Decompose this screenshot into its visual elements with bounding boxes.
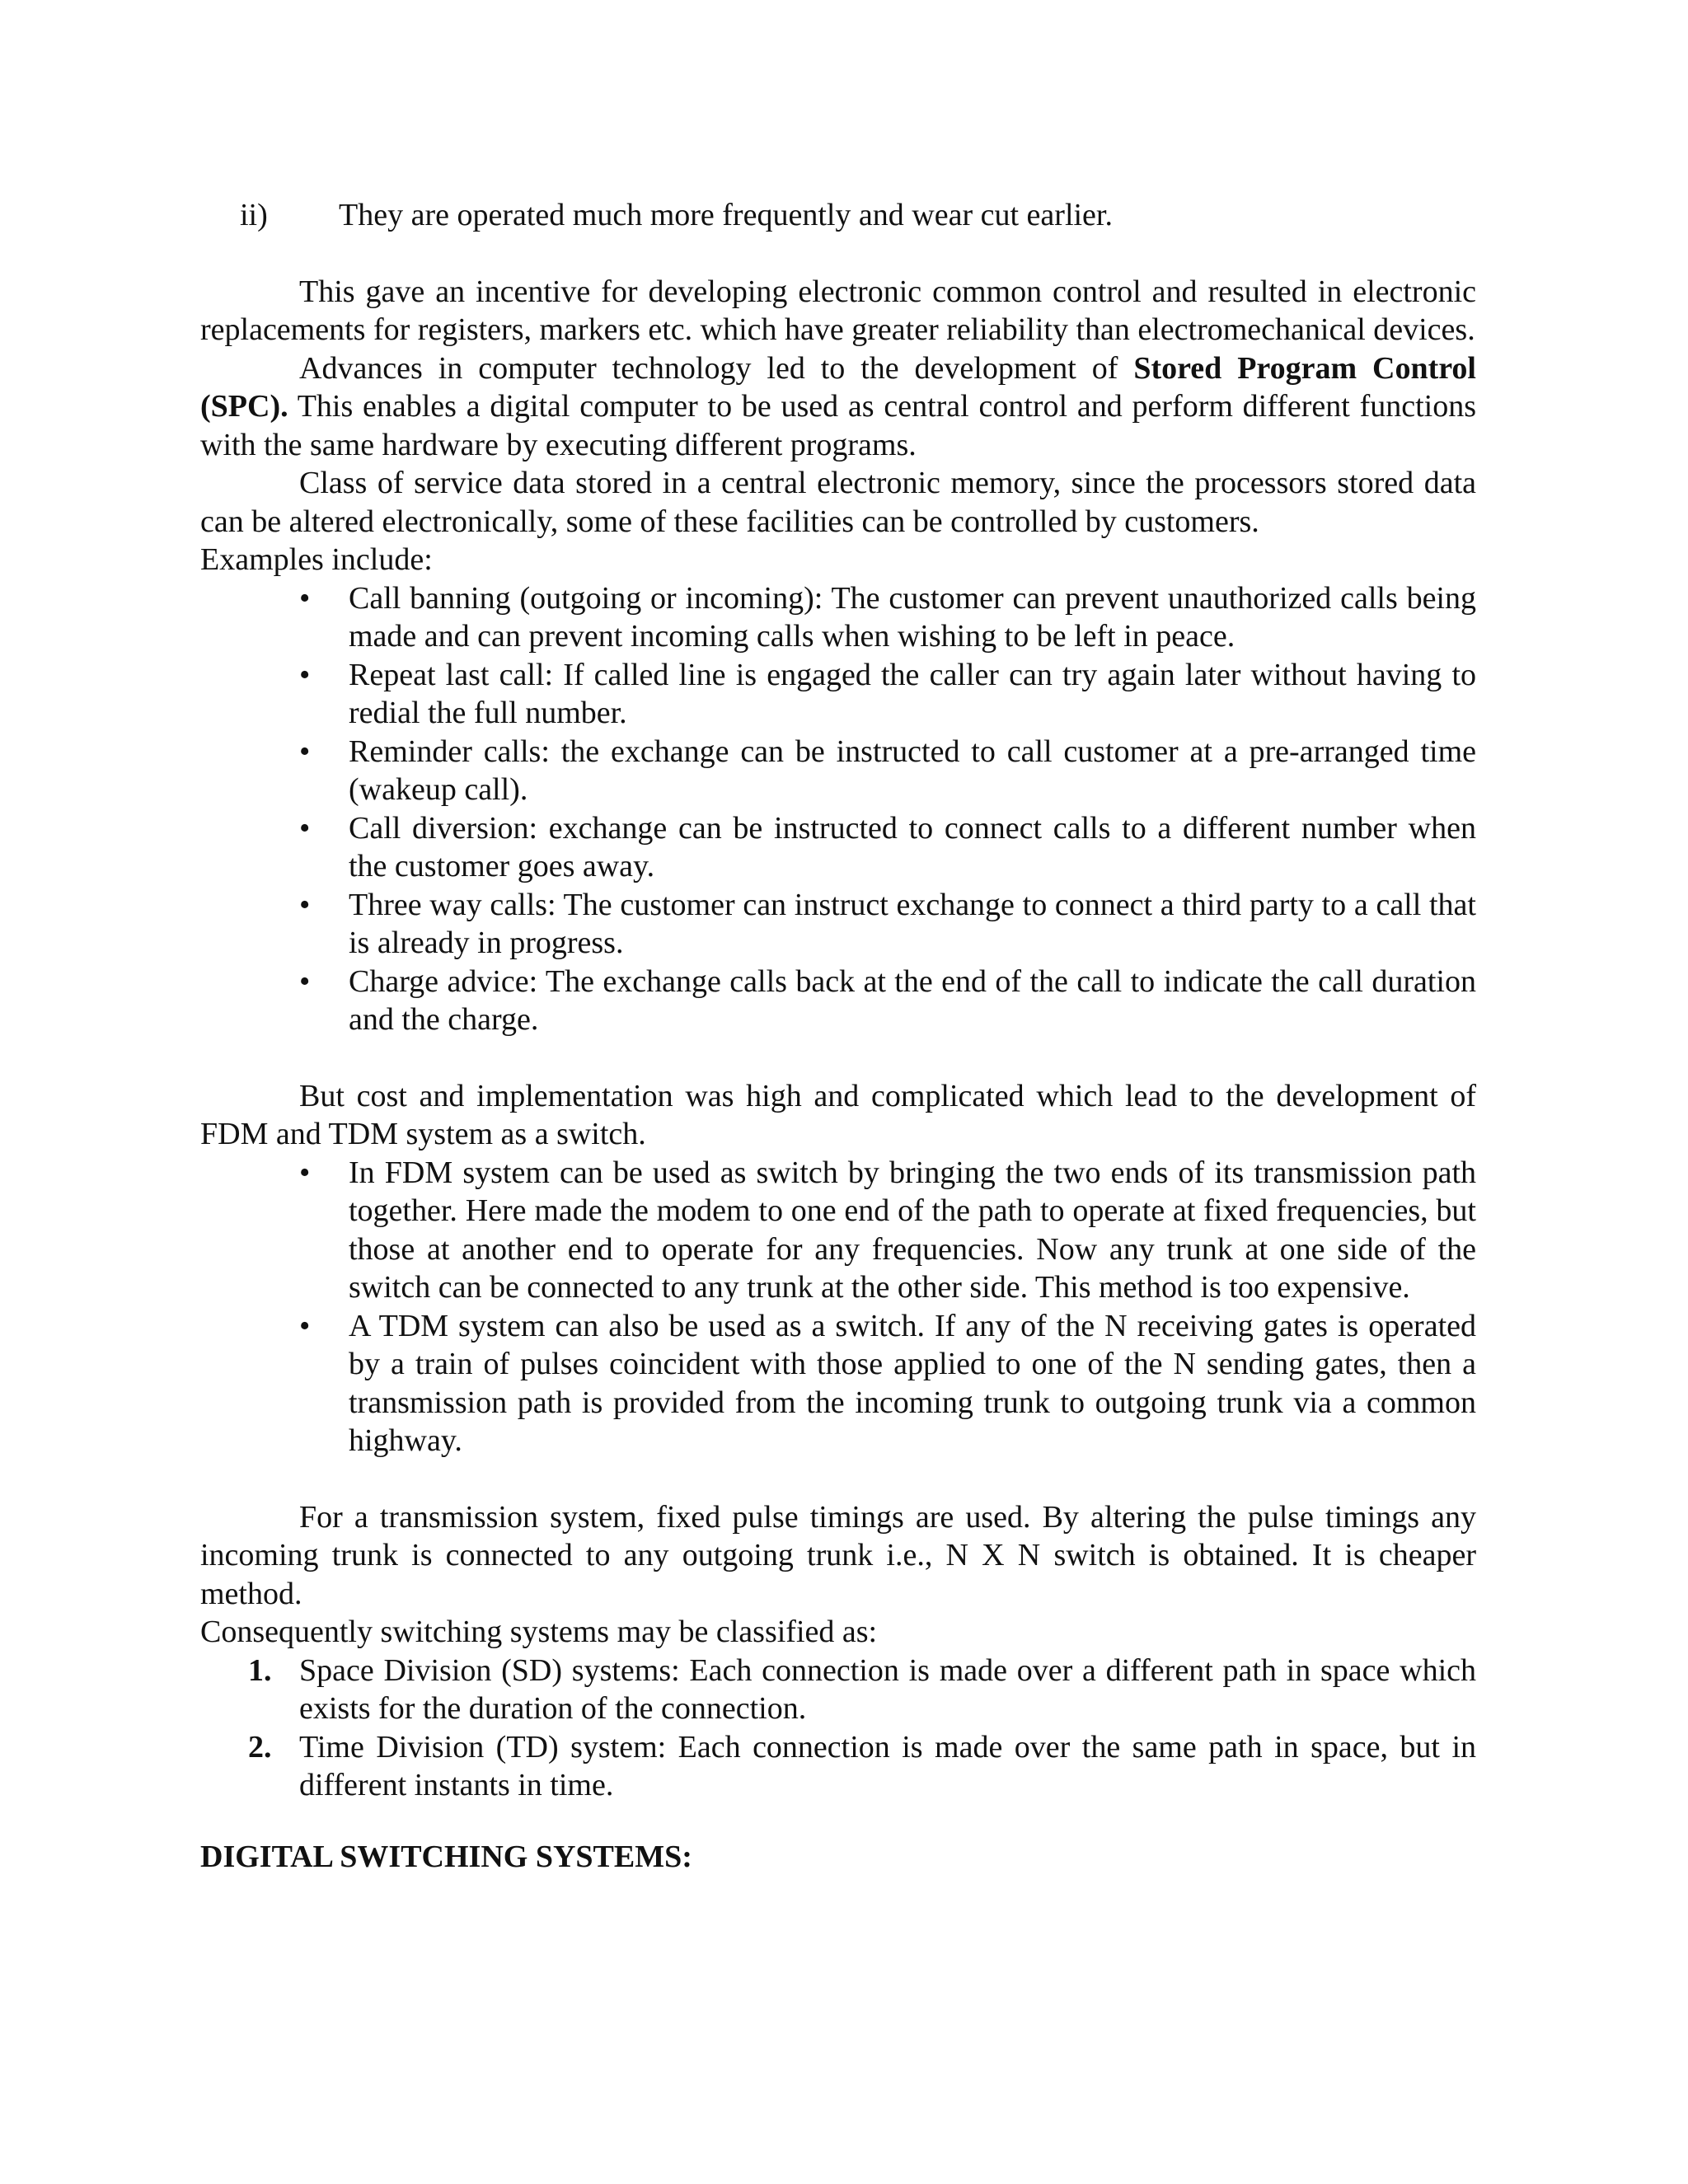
list-item-text: Reminder calls: the exchange can be instructed to call customer at a pre-arranged time (wakeup call). [349,733,1476,807]
list-item-text: Repeat last call: If called line is engaged the caller can try again later without having to redial the full number. [349,657,1476,730]
spc-term: Stored Program Control (SPC). [200,350,1476,424]
list-item [248,1652,1476,1728]
list-item [248,1728,1476,1805]
list-item [299,886,1476,963]
list-item-text: Time Division (TD) system: Each connection is made over the same path in space, but in different instants in time. [299,1729,1476,1802]
list-item [299,1307,1476,1460]
bullet-icon: • [299,657,311,692]
bullet-icon: • [299,810,311,846]
roman-item-text: They are operated much more frequently and wear cut earlier. [339,198,1113,232]
paragraph-spc-rest: This enables a digital computer to be used as central control and perform different functions with the same hardware by executing different programs. [200,389,1476,462]
list-item-text: Call banning (outgoing or incoming): The customer can prevent unauthorized calls being made and can prevent incoming calls when wishing to be left in peace. [349,580,1476,654]
paragraph-transmission-system: For a transmission system, fixed pulse timings are used. By altering the pulse timings any incoming trunk is connected to any outgoing trunk i.e., N X N switch is obtained. It is cheaper method. [200,1499,1476,1611]
classified-label: Consequently switching systems may be classified as: [200,1615,878,1649]
list-item [299,963,1476,1039]
roman-marker: ii) [240,198,268,232]
switch-list [200,1154,1476,1460]
list-number: 2. [248,1729,272,1765]
bullet-icon: • [299,887,311,922]
bullet-icon: • [299,733,311,769]
list-number: 1. [248,1652,272,1688]
list-item [299,733,1476,809]
bullet-icon: • [299,1308,311,1343]
bullet-icon: • [299,580,311,616]
bullet-icon: • [299,963,311,999]
classification-list [200,1652,1476,1805]
list-item [299,1154,1476,1307]
section-heading: DIGITAL SWITCHING SYSTEMS: [200,1839,692,1874]
list-item [299,809,1476,886]
document-page [200,196,1476,1876]
list-item-text: In FDM system can be used as switch by bringing the two ends of its transmission path together. Here made the modem to one end of the path to operate at fixed frequencies, but those at another end to operate for any frequencies. Now any trunk at one side of the switch can be connected to any trunk at the other side. This method is too expensive. [349,1155,1476,1305]
list-item-text: Space Division (SD) systems: Each connection is made over a different path in space which exists for the duration of the connection. [299,1652,1476,1726]
paragraph-spc-lead: Advances in computer technology led to the development of [299,350,1134,386]
paragraph-spc [200,349,1476,465]
paragraph-fdm-tdm: But cost and implementation was high and complicated which lead to the development of FDM and TDM system as a switch. [200,1078,1476,1151]
examples-list [200,579,1476,1039]
examples-label: Examples include: [200,542,433,577]
paragraph-class-of-service: Class of service data stored in a central electronic memory, since the processors stored data can be altered electronically, some of these facilities can be controlled by customers. [200,466,1476,539]
list-item [299,656,1476,733]
paragraph-electronic-common-control: This gave an incentive for developing electronic common control and resulted in electronic replacements for registers, markers etc. which have greater reliability than electromechanical devices. [200,274,1476,347]
list-item [299,579,1476,656]
spacer [200,1460,1476,1498]
spacer [200,1039,1476,1077]
list-item-text: A TDM system can also be used as a switch. If any of the N receiving gates is operated by a train of pulses coincident with those applied to one of the N sending gates, then a transmission path is provided from the incoming trunk to outgoing trunk via a common highway. [349,1308,1476,1458]
list-item-text: Three way calls: The customer can instruct exchange to connect a third party to a call that is already in progress. [349,887,1476,960]
list-item-text: Call diversion: exchange can be instructed to connect calls to a different number when the customer goes away. [349,810,1476,883]
bullet-icon: • [299,1155,311,1190]
list-item-text: Charge advice: The exchange calls back at the end of the call to indicate the call duration and the charge. [349,963,1476,1037]
roman-list-item [200,196,1476,235]
